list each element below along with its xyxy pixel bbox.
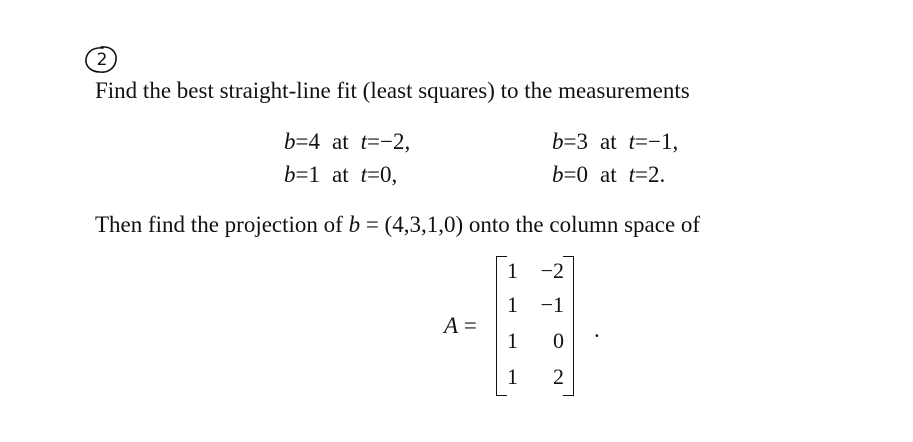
t-variable: t — [628, 162, 635, 187]
t-variable: t — [360, 162, 367, 187]
measurement-1 — [284, 130, 410, 153]
t-variable: t — [628, 129, 635, 154]
matrix-right-bracket — [563, 256, 574, 396]
equals-sign: = — [366, 129, 380, 154]
b-value: 0 — [576, 162, 588, 187]
at-word: at — [331, 129, 349, 154]
equals-sign: = — [458, 313, 477, 338]
at-word: at — [331, 162, 349, 187]
projection-prefix: Then find the projection of — [95, 212, 349, 237]
at-word: at — [599, 129, 617, 154]
matrix-name: A — [444, 313, 459, 338]
matrix-label — [444, 313, 477, 339]
matrix-cell: 1 — [507, 292, 518, 317]
b-variable: b — [284, 129, 296, 154]
intro-sentence: Find the best straight-line fit (least squares) to the measurements — [95, 78, 690, 103]
equals-sign: = — [634, 162, 648, 187]
projection-suffix: onto the column space of — [463, 212, 701, 237]
b-value: 4 — [308, 129, 320, 154]
b-value: 1 — [308, 162, 320, 187]
matrix-period: . — [594, 317, 600, 342]
equals-sign: = — [563, 162, 577, 187]
projection-sentence — [95, 213, 700, 236]
matrix-cell: −1 — [540, 292, 564, 317]
problem-number-badge — [81, 44, 121, 76]
problem-number-text: 2 — [96, 50, 108, 70]
equals-sign: = — [366, 162, 380, 187]
b-variable: b — [552, 129, 564, 154]
measurement-3 — [284, 163, 397, 186]
equals-sign: = — [634, 129, 648, 154]
b-value: 3 — [576, 129, 588, 154]
matrix-cell: 1 — [507, 258, 518, 283]
t-value: −1, — [647, 129, 679, 154]
b-variable: b — [348, 212, 361, 237]
measurement-2 — [552, 130, 678, 153]
equals-sign: = — [563, 129, 577, 154]
matrix-cell: 0 — [553, 328, 564, 353]
at-word: at — [599, 162, 617, 187]
matrix-cell: 1 — [507, 364, 518, 389]
equals-sign: = — [360, 212, 385, 237]
b-variable: b — [552, 162, 564, 187]
matrix-cell: 2 — [553, 364, 564, 389]
t-value: 2. — [647, 162, 666, 187]
t-value: 0, — [379, 162, 398, 187]
t-variable: t — [360, 129, 367, 154]
measurement-4 — [552, 163, 665, 186]
matrix-cell: −2 — [540, 258, 564, 283]
b-vector: (4,3,1,0) — [384, 212, 464, 237]
t-value: −2, — [379, 129, 411, 154]
equals-sign: = — [295, 162, 309, 187]
b-variable: b — [284, 162, 296, 187]
matrix-cell: 1 — [507, 328, 518, 353]
equals-sign: = — [295, 129, 309, 154]
